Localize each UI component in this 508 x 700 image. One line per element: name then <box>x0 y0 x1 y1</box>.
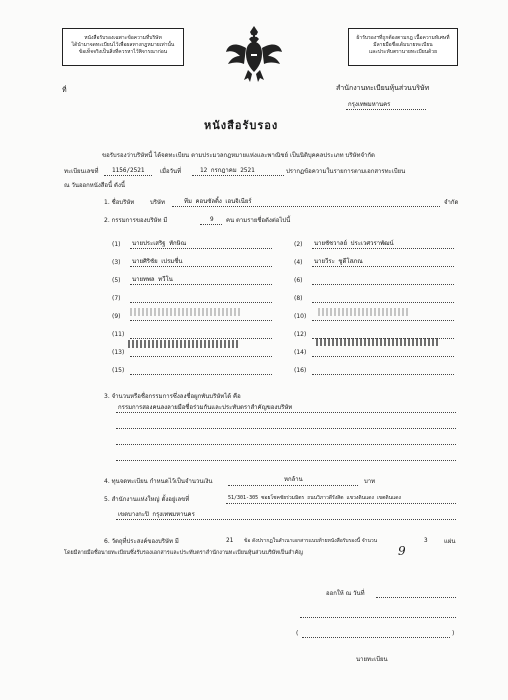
director-number: (5) <box>112 277 121 284</box>
certification-note: โดยมีลายมือชื่อนายทะเบียนซึ่งรับรองเอกสารและประทับตราสำนักงานทะเบียนหุ้นส่วนบริษัทเป็นสำคัญ <box>64 550 303 556</box>
detail-label: ปรากฏข้อความในรายการตามเอกสารทะเบียน <box>286 168 406 175</box>
disclaimer-line: ข้อเท็จจริงเป็นสิ่งที่ควรหาไว้พิจารณาก่อน <box>78 49 168 55</box>
registrar-title: นายทะเบียน <box>356 656 388 663</box>
director-name: นายวีระ ชูดีโสภณ <box>314 258 363 265</box>
director-name: นายทพล ทวีโน <box>132 276 173 283</box>
close-paren: ) <box>452 630 455 637</box>
hq-address-1: 51/301-305 ซอยโชคชัยร่วมมิตร ถนนวิภาวดีรังสิต แขวงดินแดง เขตดินแดง <box>228 495 401 501</box>
director-number: (10) <box>294 313 307 320</box>
objectives-label: 6. วัตถุที่ประสงค์ของบริษัท มี <box>104 538 179 545</box>
director-number: (6) <box>294 277 303 284</box>
validity-box <box>348 28 458 66</box>
director-name: นายประเสริฐ ทักษิณ <box>132 240 187 247</box>
issued-label: ออกให้ ณ วันที่ <box>326 590 365 597</box>
objectives-count: 21 <box>226 537 234 544</box>
company-suffix: จำกัด <box>444 199 459 206</box>
office-name: สำนักงานทะเบียนหุ้นส่วนบริษัท <box>336 84 430 92</box>
reg-label: ทะเบียนเลขที่ <box>64 168 99 175</box>
director-name: นายศิริชัย เปรมชื่น <box>132 258 183 265</box>
capital-unit: บาท <box>364 478 376 485</box>
attachment-pages: 3 <box>424 537 428 544</box>
directors-tail: คน ตามรายชื่อดังต่อไปนี้ <box>226 217 291 224</box>
director-name: นายชัชวาลย์ ประเวศวราพัฒน์ <box>314 240 394 247</box>
capital-value: หกล้าน <box>284 476 303 483</box>
director-number: (16) <box>294 367 307 374</box>
document-title: หนังสือรับรอง <box>204 119 279 132</box>
director-number: (12) <box>294 331 307 338</box>
director-number: (7) <box>112 295 121 302</box>
signatory-value: กรรมการสองคนลงลายมือชื่อร่วมกันและประทับตราสำคัญของบริษัท <box>118 404 293 411</box>
directors-label: 2. กรรมการของบริษัท มี <box>104 217 168 224</box>
validity-line: และประทับตรานายทะเบียนด้วย <box>368 49 438 55</box>
director-number: (4) <box>294 259 303 266</box>
hq-label: 5. สำนักงานแห่งใหญ่ ตั้งอยู่เลขที่ <box>104 496 190 503</box>
pages-unit: แผ่น <box>444 538 456 545</box>
director-number: (9) <box>112 313 121 320</box>
open-paren: ( <box>296 630 299 637</box>
office-city: กรุงเทพมหานคร <box>348 101 391 108</box>
initial-mark: 9 <box>398 544 406 558</box>
intro-line3: ณ วันออกหนังสือนี้ ดังนี้ <box>64 182 125 189</box>
ref-label: ที่ <box>62 86 67 94</box>
directors-count: 9 <box>210 216 214 223</box>
company-prefix: บริษัท <box>150 199 165 206</box>
reg-date: 12 กรกฎาคม 2521 <box>200 167 255 174</box>
company-name: ทีม คอนซัลติ้ง เอนจิเนียร์ <box>184 198 252 205</box>
director-number: (1) <box>112 241 121 248</box>
director-number: (14) <box>294 349 307 356</box>
hq-address-2: เขตบางกะปิ กรุงเทพมหานคร <box>118 511 195 518</box>
capital-label: 4. ทุนจดทะเบียน กำหนดไว้เป็นจำนวนเงิน <box>104 478 213 485</box>
disclaimer-line: หนังสือรับรองเฉพาะข้อความที่บริษัท <box>84 35 162 41</box>
director-number: (15) <box>112 367 125 374</box>
intro-text: ขอรับรองว่าบริษัทนี้ ได้จดทะเบียน ตามประมวลกฎหมายแห่งและพาณิชย์ เป็นนิติบุคคลประเภท บริษัทจำกัด <box>102 152 375 159</box>
director-number: (11) <box>112 331 125 338</box>
disclaimer-box <box>62 28 184 66</box>
garuda-emblem-icon <box>224 22 284 84</box>
signatory-label: 3. จำนวนหรือชื่อกรรมการซึ่งลงชื่อผูกพันบริษัทได้ คือ <box>104 393 241 400</box>
director-number: (8) <box>294 295 303 302</box>
validity-line: ผ้ารับรองฯที่ถูกต้องตามกฎ เนื้อความหัเศษที่ <box>356 35 450 41</box>
disclaimer-line: ได้นำมาจดทะเบียนไว้เพื่อผลทางกฎหมายเท่านั้น <box>71 42 175 48</box>
date-label: เมื่อวันที่ <box>160 168 182 175</box>
objectives-text: ข้อ ดังปรากฏในสำเนาเอกสารแนบท้ายหนังสือรับรองนี้ จำนวน <box>244 538 378 544</box>
director-number: (13) <box>112 349 125 356</box>
director-number: (3) <box>112 259 121 266</box>
validity-line: มีลายมือชื่อเด้มนายทะเบียน <box>373 42 433 48</box>
reg-number: 1156/2521 <box>112 167 145 174</box>
company-name-label: 1. ชื่อบริษัท <box>104 199 135 206</box>
director-number: (2) <box>294 241 303 248</box>
